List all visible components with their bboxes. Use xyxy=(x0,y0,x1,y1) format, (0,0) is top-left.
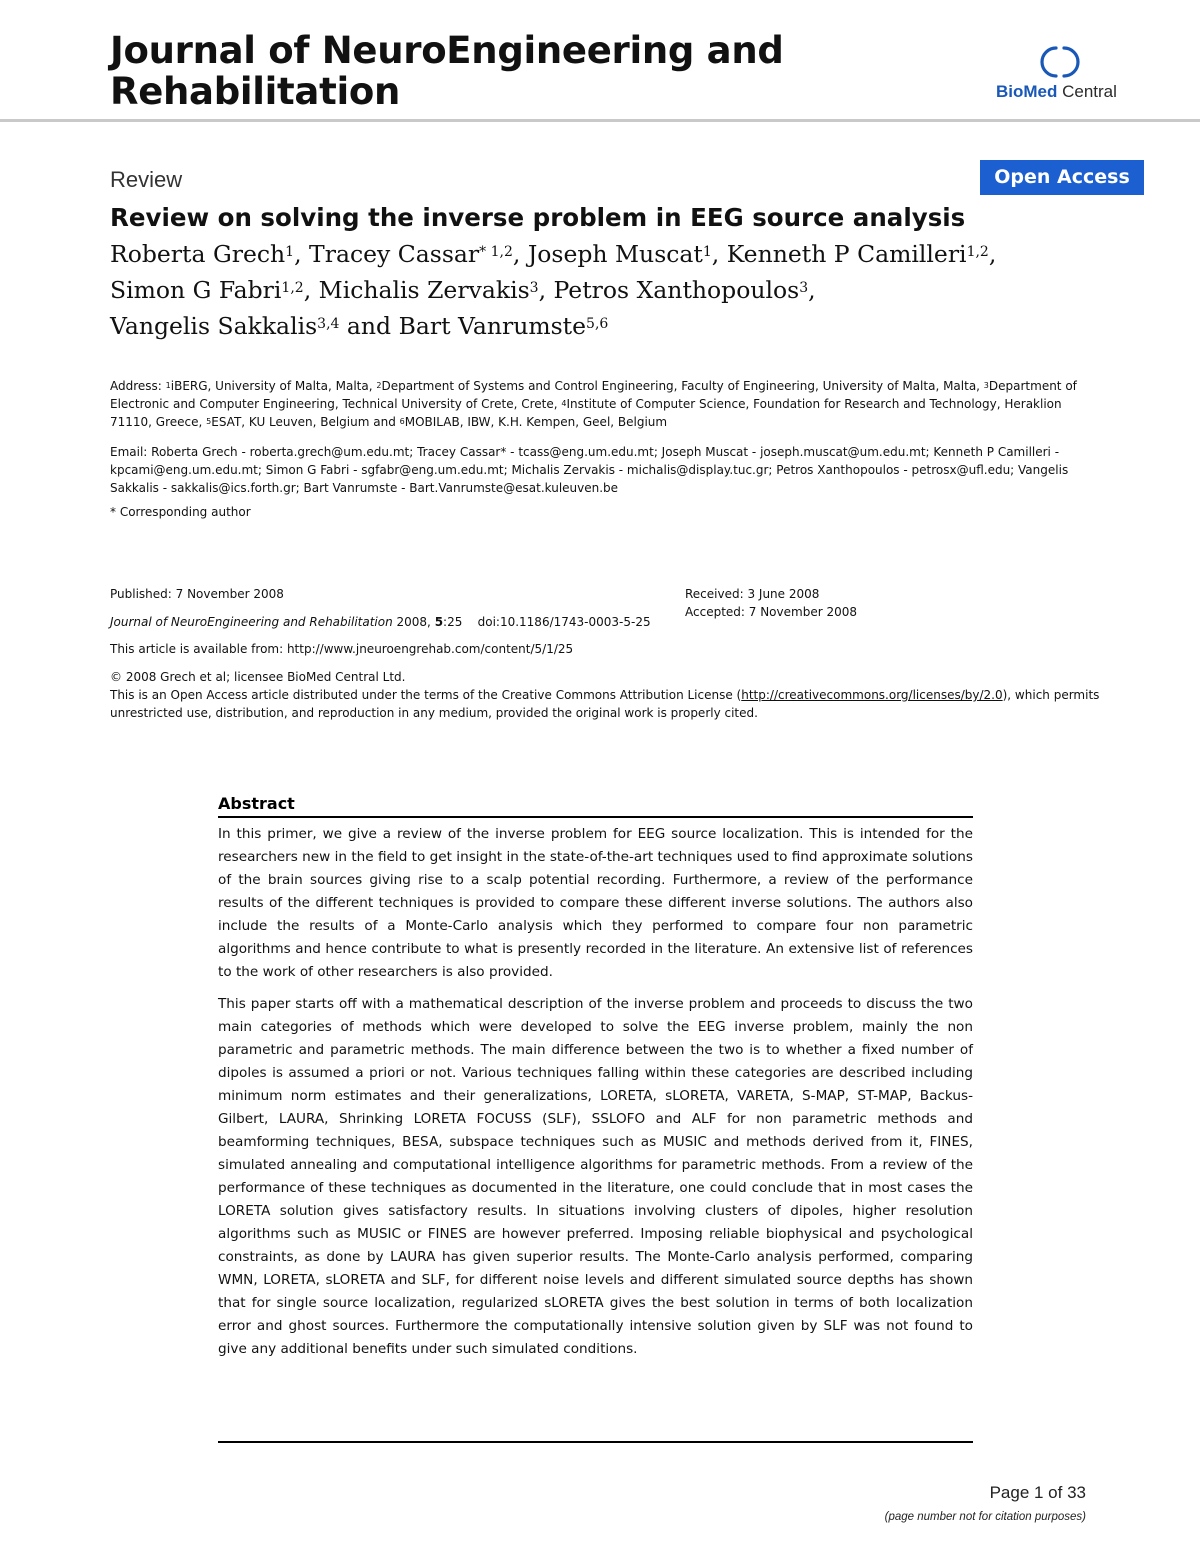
affiliation-number: 3 xyxy=(983,381,989,390)
citation-year: 2008, xyxy=(392,615,435,629)
journal-title-line-2: Rehabilitation xyxy=(110,70,401,113)
received-date: Received: 3 June 2008 xyxy=(685,587,820,601)
history-dates xyxy=(685,585,857,621)
address-text: $^1$iBERG, University of Malta, Malta, $^2$Department of Systems and Control Engineering, Faculty of Engineering, University of Malta, Malta, $^3$Department of Electronic and Computer Engineering, Technical University of Crete, Crete, $^4$Institute of Computer Science, Foundation for Research and Technology, Heraklion 71110, Greece, $^5$ESAT, KU Leuven, Belgium and $^6$MOBILAB, IBW, K.H. Kempen, Geel, Belgium xyxy=(110,379,1077,429)
author-name: Petros Xanthopoulos xyxy=(553,276,800,304)
abstract-bottom-rule xyxy=(218,1441,973,1443)
article-type: Review xyxy=(110,167,183,192)
author-name: Joseph Muscat xyxy=(527,240,703,268)
author-affiliation-marker: 1,2 xyxy=(281,280,304,296)
journal-title xyxy=(110,30,910,112)
author-affiliation-marker: 3 xyxy=(799,280,809,296)
abstract-top-rule xyxy=(218,816,973,818)
license-text xyxy=(110,686,1100,722)
author-emails xyxy=(110,443,1100,497)
citation-line xyxy=(110,613,651,631)
author-name: Kenneth P Camilleri xyxy=(726,240,967,268)
author-separator: , xyxy=(808,276,816,304)
accepted-date: Accepted: 7 November 2008 xyxy=(685,605,857,619)
abstract-paragraph: In this primer, we give a review of the inverse problem for EEG source localization. This is intended for the researchers new in the field to get insight in the state-of-the-art techniques used to find approximate solutions of the brain sources giving rise to a scalp potential recording. Furthermore, a review of the performance results of the different techniques is provided to compare these different inverse solutions. The authors also include the results of a Monte-Carlo analysis which they performed to compare four non parametric algorithms and hence contribute to what is presently recorded in the literature. An extensive list of references to the work of other researchers is also provided. xyxy=(218,826,973,980)
journal-title-line-1: Journal of NeuroEngineering and xyxy=(110,29,784,72)
author-line xyxy=(110,272,996,308)
author-addresses xyxy=(110,377,1100,431)
author-line xyxy=(110,308,996,344)
author-affiliation-marker: 1 xyxy=(702,244,712,260)
author-affiliation-marker: 3 xyxy=(529,280,539,296)
open-access-badge: Open Access xyxy=(980,160,1144,195)
biomed-central-arcs-icon xyxy=(1040,44,1080,80)
citation-volume: 5 xyxy=(434,615,444,629)
license-block xyxy=(110,668,1100,722)
publisher-name xyxy=(996,82,1117,102)
author-list xyxy=(110,236,996,344)
license-text-after: ), which permits unrestricted use, distribution, and reproduction in any medium, provided the original work is properly cited. xyxy=(110,688,1100,720)
author-affiliation-marker: 1 xyxy=(285,244,295,260)
author-affiliation-marker: 5,6 xyxy=(586,316,609,332)
publisher-name-strong: BioMed xyxy=(996,82,1058,101)
page-number: Page 1 of 33 xyxy=(989,1483,1086,1502)
published-line: Published: 7 November 2008 xyxy=(110,587,284,601)
abstract-heading: Abstract xyxy=(218,794,295,813)
author-name: Simon G Fabri xyxy=(110,276,282,304)
license-link[interactable]: http://creativecommons.org/licenses/by/2.0 xyxy=(741,688,1003,702)
email-text: Roberta Grech - roberta.grech@um.edu.mt; Tracey Cassar* - tcass@eng.um.edu.mt; Joseph Muscat - joseph.muscat@um.edu.mt; Kenneth P Camilleri - kpcami@eng.um.edu.mt; Simon G Fabri - sgfabr@eng.um.edu.mt; Michalis Zervakis - michalis@display.tuc.gr; Petros Xanthopoulos - petrosx@ufl.edu; Vangelis Sakkalis - sakkalis@ics.forth.gr; Bart Vanrumste - Bart.Vanrumste@esat.kuleuven.be xyxy=(110,445,1069,495)
email-label: Email: xyxy=(110,445,152,459)
affiliation-number: 1 xyxy=(165,381,171,390)
header-divider xyxy=(0,119,1200,122)
author-name: Michalis Zervakis xyxy=(318,276,530,304)
author-line xyxy=(110,236,996,272)
publisher-name-rest: Central xyxy=(1057,82,1117,101)
address-label: Address: xyxy=(110,379,166,393)
author-affiliation-marker: 1,2 xyxy=(966,244,989,260)
affiliation-number: 5 xyxy=(206,417,212,426)
author-separator: and xyxy=(339,312,399,340)
author-separator: , xyxy=(988,240,997,268)
published-date xyxy=(110,585,284,603)
author-name: Vangelis Sakkalis xyxy=(110,312,318,340)
author-affiliation-marker: * 1,2 xyxy=(479,244,513,260)
author-name: Roberta Grech xyxy=(110,240,286,268)
abstract-paragraph: This paper starts off with a mathematical description of the inverse problem and proceeds to discuss the two main categories of methods which were developed to solve the EEG inverse problem, mainly the non parametric and parametric methods. The main difference between the two is to whether a fixed number of dipoles is assumed a priori or not. Various techniques falling within these categories are described including minimum norm estimates and their generalizations, LORETA, sLORETA, VARETA, S-MAP, ST-MAP, Backus-Gilbert, LAURA, Shrinking LORETA FOCUSS (SLF), SSLOFO and ALF for non parametric methods and beamforming techniques, BESA, subspace techniques such as MUSIC and methods derived from it, FINES, simulated annealing and computational intelligence algorithms for parametric methods. From a review of the performance of these techniques as documented in the literature, one could conclude that in most cases the LORETA solution gives satisfactory results. In situations involving clusters of dipoles, higher resolution algorithms such as MUSIC or FINES are however preferred. Imposing reliable biophysical and psychological constraints, as done by LAURA has given superior results. The Monte-Carlo analysis performed, comparing WMN, LORETA, sLORETA and SLF, for different noise levels and different simulated source depths has shown that for single source localization, regularized sLORETA gives the best solution in terms of both localization error and ghost sources. Furthermore the computationally intensive solution given by SLF was not found to give any additional benefits under such simulated conditions. xyxy=(218,996,973,1357)
page-number-note: (page number not for citation purposes) xyxy=(884,1511,1086,1523)
citation-rest: :25 doi:10.1186/1743-0003-5-25 xyxy=(443,615,651,629)
author-separator: , xyxy=(538,276,554,304)
biomed-central-logo xyxy=(996,44,1136,106)
availability-line: This article is available from: http://www.jneuroengrehab.com/content/5/1/25 xyxy=(110,642,574,656)
paper-title: Review on solving the inverse problem in EEG source analysis xyxy=(110,203,966,232)
license-text-before: This is an Open Access article distributed under the terms of the Creative Commons Attribution License ( xyxy=(110,688,742,702)
author-separator: , xyxy=(512,240,528,268)
copyright-line: © 2008 Grech et al; licensee BioMed Central Ltd. xyxy=(110,670,406,684)
author-separator: , xyxy=(711,240,727,268)
author-name: Bart Vanrumste xyxy=(398,312,587,340)
author-name: Tracey Cassar xyxy=(309,240,480,268)
citation-journal: Journal of NeuroEngineering and Rehabilitation xyxy=(110,615,393,629)
abstract-section xyxy=(218,794,973,1370)
affiliation-number: 4 xyxy=(561,399,567,408)
author-affiliation-marker: 3,4 xyxy=(317,316,340,332)
author-separator: , xyxy=(294,240,310,268)
corresponding-author-note: * Corresponding author xyxy=(110,505,251,519)
author-separator: , xyxy=(303,276,319,304)
affiliation-number: 6 xyxy=(399,417,405,426)
affiliation-number: 2 xyxy=(376,381,382,390)
